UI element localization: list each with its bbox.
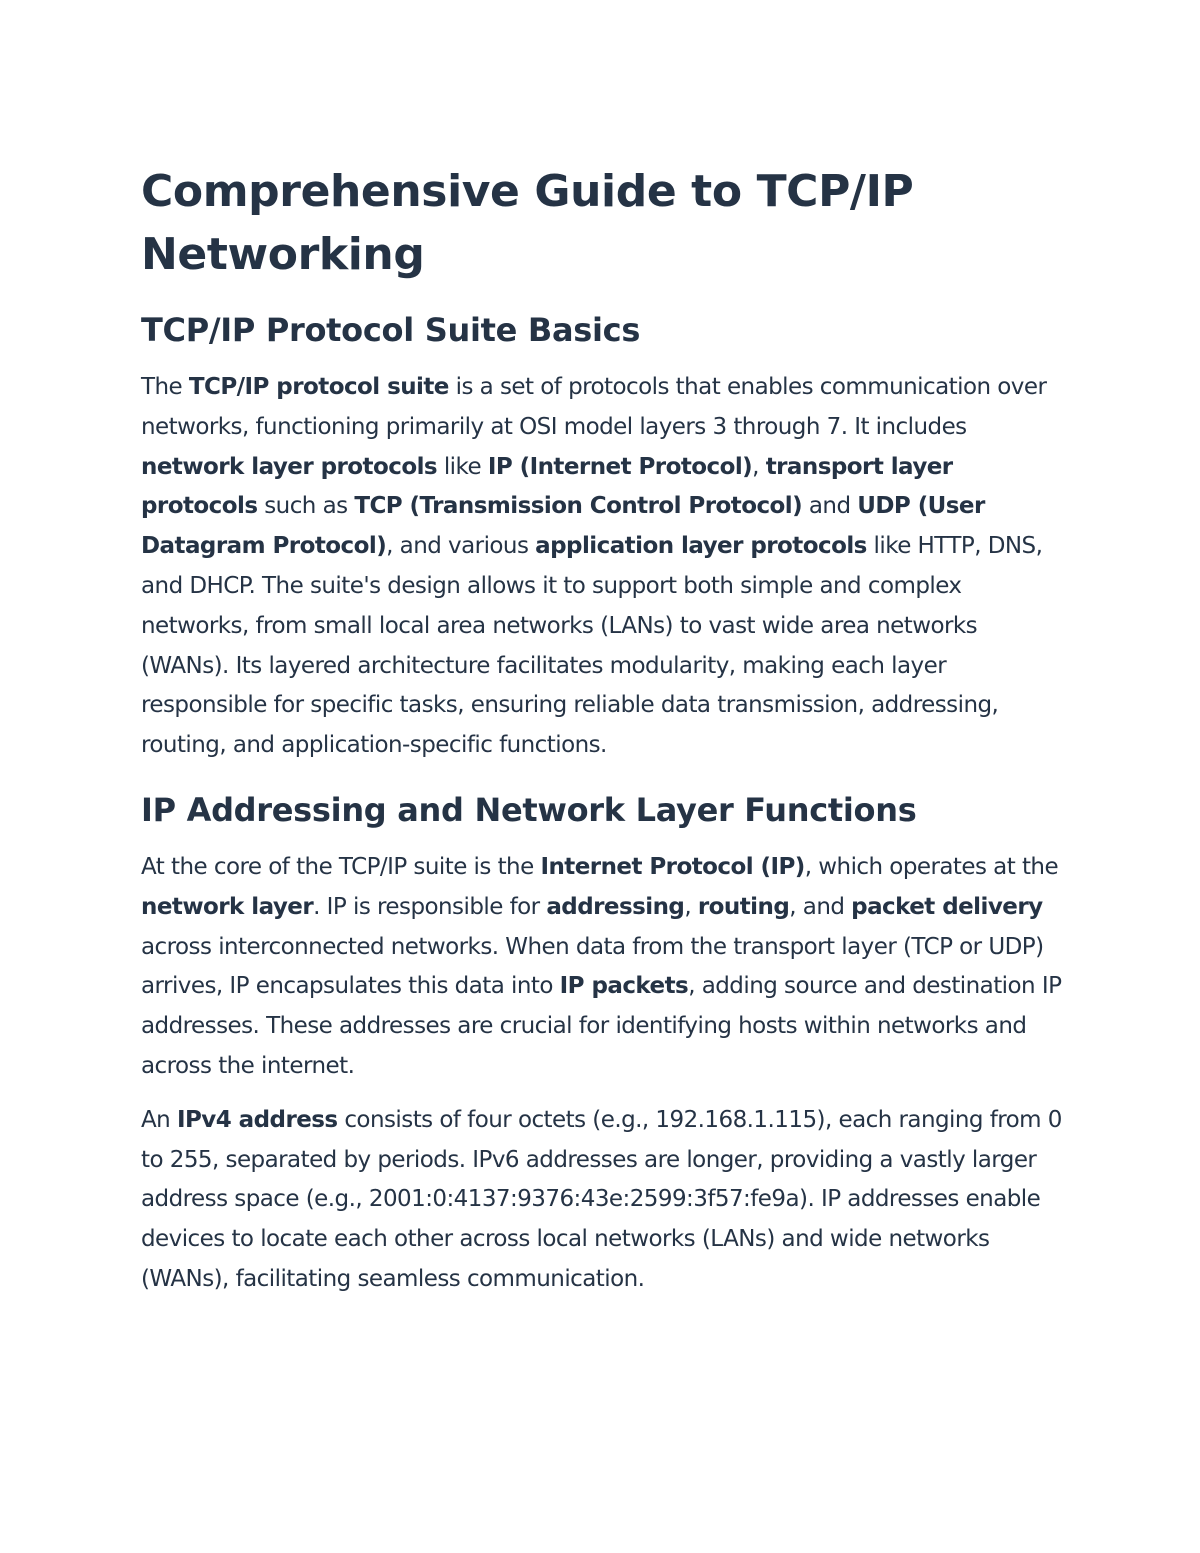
bold-text-run: application layer protocols bbox=[535, 533, 867, 560]
section-heading: TCP/IP Protocol Suite Basics bbox=[141, 311, 641, 349]
text-run: , and various bbox=[386, 533, 536, 560]
bold-text-run: Internet Protocol (IP) bbox=[540, 853, 805, 880]
paragraph bbox=[141, 1101, 1066, 1300]
bold-text-run: network layer bbox=[141, 893, 314, 920]
text-run: , bbox=[684, 893, 698, 920]
bold-text-run: addressing bbox=[546, 893, 685, 920]
bold-text-run: IP (Internet Protocol) bbox=[487, 453, 753, 480]
text-run: and bbox=[802, 493, 858, 520]
bold-text-run: TCP/IP protocol suite bbox=[188, 374, 449, 400]
text-run: across interconnected networks. When data from the transport layer (TCP or UDP) arrives, IP encapsulates this data into bbox=[141, 933, 1044, 1000]
paragraph bbox=[141, 368, 1066, 766]
bold-text-run: routing bbox=[697, 893, 790, 920]
text-run: consists of four octets (e.g., 192.168.1.115), each ranging from 0 to 255, separated by periods. IPv6 addresses are longer, providing a vastly larger address space (e.g., 2001:0:4137:9376:43e:2599:3f57:fe9a). IP addresses enable devices to locate each other across local networks (LANs) and wide networks (WANs), facilitating seamless communication. bbox=[141, 1106, 1062, 1292]
section-ip-addressing bbox=[141, 788, 1066, 1300]
bold-text-run: transport layer protocols bbox=[141, 453, 953, 520]
text-run: The bbox=[141, 374, 189, 400]
text-run: is a set of protocols that enables communication over networks, functioning primarily at OSI model layers 3 through 7. It includes bbox=[141, 374, 1047, 440]
text-run: , which operates at the bbox=[804, 853, 1059, 880]
text-run: At the core of the TCP/IP suite is the bbox=[141, 853, 541, 880]
bold-text-run: network layer protocols bbox=[141, 453, 438, 480]
bold-text-run: packet delivery bbox=[851, 893, 1043, 920]
text-run: such as bbox=[257, 493, 355, 520]
bold-text-run: IP packets bbox=[559, 973, 689, 1000]
bold-text-run: UDP (User Datagram Protocol) bbox=[141, 493, 985, 560]
text-run: like bbox=[437, 453, 488, 480]
text-run: , bbox=[752, 453, 766, 480]
bold-text-run: TCP (Transmission Control Protocol) bbox=[354, 493, 803, 520]
text-run: like HTTP, DNS, and DHCP. The suite's design allows it to support both simple and complex networks, from small local area networks (LANs) to vast wide area networks (WANs). Its layered architecture facilitates modularity, making each layer responsible for specific tasks, ensuring reliable data transmission, addressing, routing, and application-specific functions. bbox=[141, 533, 1043, 759]
text-run: , adding source and destination IP addresses. These addresses are crucial for identifying hosts within networks and across the internet. bbox=[141, 973, 1062, 1079]
section-protocol-suite-basics bbox=[141, 308, 1066, 766]
text-run: An bbox=[141, 1106, 177, 1133]
section-heading: IP Addressing and Network Layer Functions bbox=[141, 790, 917, 829]
document-page bbox=[141, 160, 1066, 1314]
text-run: . IP is responsible for bbox=[313, 893, 547, 920]
paragraph bbox=[141, 848, 1066, 1087]
document-title: Comprehensive Guide to TCP/IP Networking bbox=[141, 166, 914, 280]
text-run: , and bbox=[789, 893, 852, 920]
bold-text-run: IPv4 address bbox=[176, 1106, 338, 1133]
